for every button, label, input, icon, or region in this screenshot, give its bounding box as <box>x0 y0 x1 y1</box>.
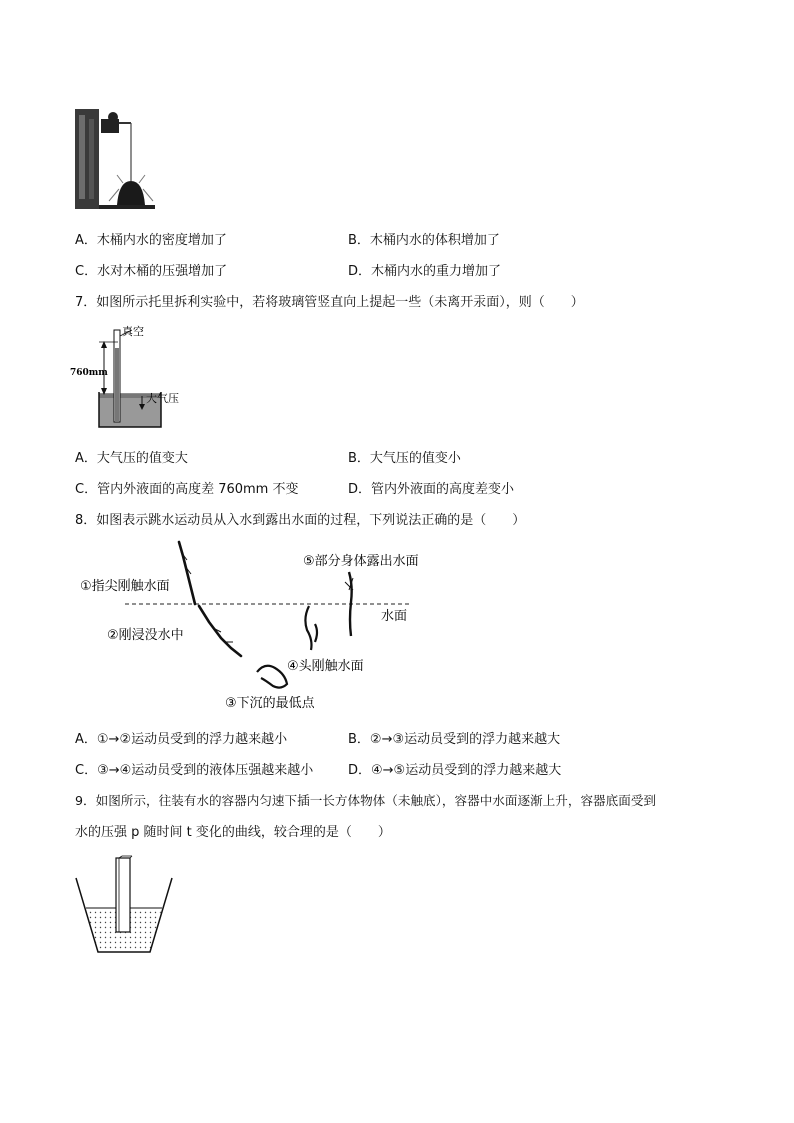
q7-stem: 7．如图所示托里拆利实验中，若将玻璃管竖直向上提起一些（未离开汞面），则（ ） <box>75 295 584 310</box>
container-figure <box>74 856 174 956</box>
diver-label-5: ⑤部分身体露出水面 <box>303 554 419 569</box>
q9-stem-line1: 9．如图所示，往装有水的容器内匀速下插一长方体物体（未触底），容器中水面逐渐上升，容器底面受到 <box>75 793 657 808</box>
vacuum-label: 真空 <box>122 325 144 338</box>
diver-label-3: ③下沉的最低点 <box>225 696 315 711</box>
diver-figure <box>75 538 425 713</box>
q8-option-a[interactable]: A．①→②运动员受到的浮力越来越小 <box>75 732 288 747</box>
q7-option-d[interactable]: D．管内外液面的高度差变小 <box>348 482 515 497</box>
q8-option-d[interactable]: D．④→⑤运动员受到的浮力越来越大 <box>348 763 562 778</box>
height-label: 760mm <box>70 368 108 378</box>
q6-option-d[interactable]: D．木桶内水的重力增加了 <box>348 264 502 279</box>
diver-label-1: ①指尖刚触水面 <box>80 579 170 594</box>
torricelli-figure <box>70 322 190 432</box>
q6-option-c[interactable]: C．水对木桶的压强增加了 <box>75 264 228 279</box>
diver-label-2: ②刚浸没水中 <box>107 628 184 643</box>
atm-pressure-label: 大气压 <box>146 392 179 405</box>
q7-option-c[interactable]: C．管内外液面的高度差 760mm 不变 <box>75 482 299 497</box>
q7-option-a[interactable]: A．大气压的值变大 <box>75 451 188 466</box>
q7-option-b[interactable]: B．大气压的值变小 <box>348 451 461 466</box>
q6-option-b[interactable]: B．木桶内水的体积增加了 <box>348 233 500 248</box>
q8-stem: 8．如图表示跳水运动员从入水到露出水面的过程，下列说法正确的是（ ） <box>75 513 526 528</box>
diver-label-4: ④头刚触水面 <box>287 659 364 674</box>
q8-option-b[interactable]: B．②→③运动员受到的浮力越来越大 <box>348 732 561 747</box>
q9-stem-line2: 水的压强 p 随时间 t 变化的曲线，较合理的是（ ） <box>75 825 391 840</box>
q6-option-a[interactable]: A．木桶内水的密度增加了 <box>75 233 227 248</box>
q8-option-c[interactable]: C．③→④运动员受到的液体压强越来越小 <box>75 763 314 778</box>
barrel-experiment-figure <box>75 109 155 209</box>
water-surface-label: 水面 <box>381 609 408 624</box>
